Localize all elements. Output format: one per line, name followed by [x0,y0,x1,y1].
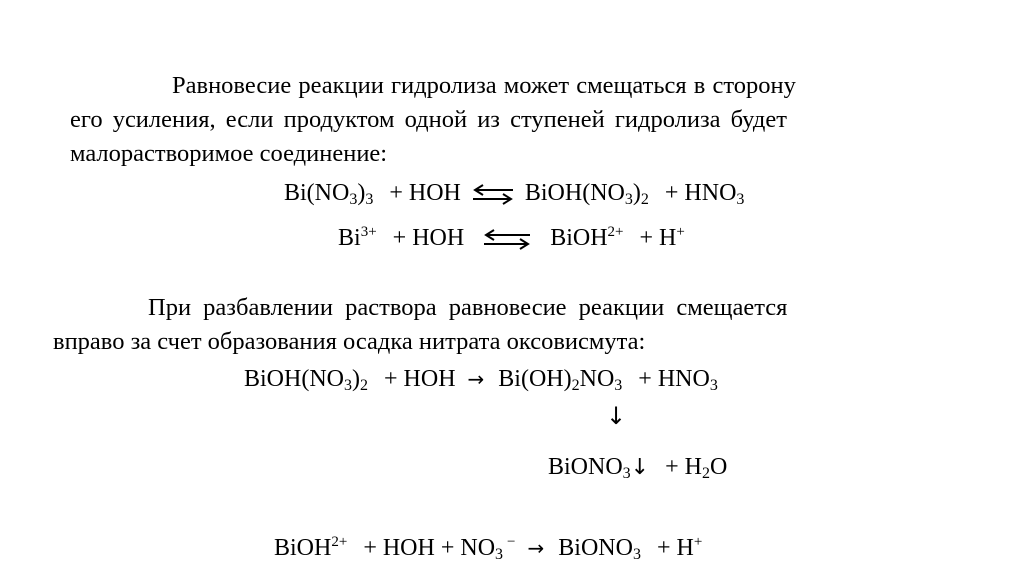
equation-2: Bi3+ + HOH BiOH2+ + H+ [338,224,685,251]
equation-3: BiOH(NO3)2 + HOH → Bi(OH)2NO3 + HNO3 [244,366,718,394]
paragraph2-line2: вправо за счет образования осадка нитрата оксовисмута: [53,328,646,355]
equation-1: Bi(NO3)3 + HOH BiOH(NO3)2 + HNO3 [284,180,745,208]
paragraph1-line1: Равновесие реакции гидролиза может смещаться в сторону [172,72,796,99]
reaction-arrow-icon: → [527,536,545,560]
paragraph2-line1: При разбавлении раствора равновесие реакции смещается [148,294,788,321]
reaction-arrow-icon: → [467,367,485,391]
paragraph1-line3: малорастворимое соединение: [70,140,388,167]
equilibrium-arrow-icon [471,183,515,205]
equation-5: BiOH2+ + HOH + NO3− → BiONO3 + H+ [274,534,703,563]
equation-4: BiONO3↓ + H2O [548,454,728,482]
paragraph1-line2: его усиления, если продуктом одной из ступеней гидролиза будет [70,106,787,133]
equilibrium-arrow-icon [482,228,532,250]
precipitate-arrow-icon: ↓ [630,455,650,480]
down-arrow-icon: ↓ [606,402,627,430]
